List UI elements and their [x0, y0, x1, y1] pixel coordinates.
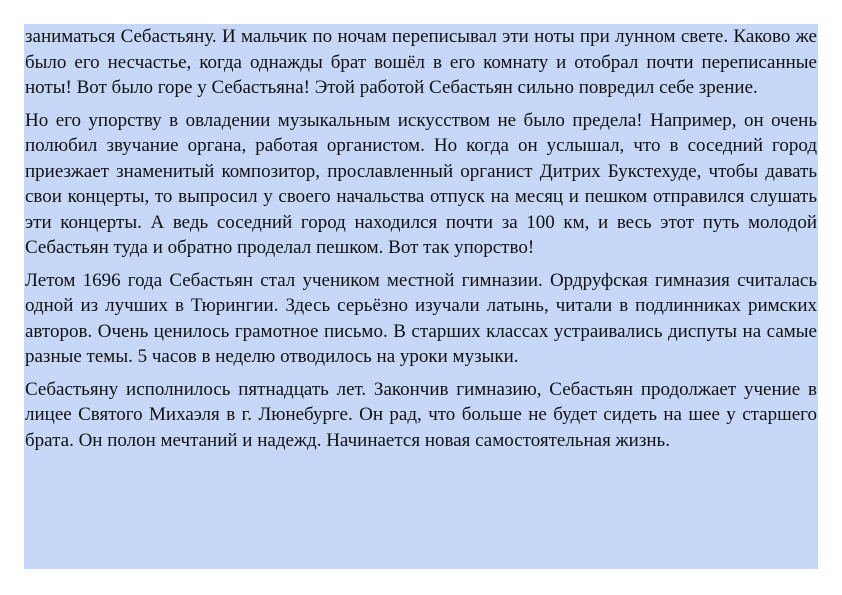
paragraph-1: заниматься Себастьяну. И мальчик по ночам переписывал эти ноты при лунном свете. Каково же было его несчастье, когда однажды брат вошёл в его комнату и отобрал почти переписанные ноты! Вот было горе у Себастьяна! Этой работой Себастьян сильно повредил себе зрение. — [25, 26, 817, 98]
paragraph-2: Но его упорству в овладении музыкальным искусством не было предела! Например, он очень полюбил звучание органа, работая органистом. Но когда он услышал, что в соседний город приезжает знаменитый композитор, прославленный органист Дитрих Букстехуде, чтобы давать свои концерты, то выпросил у своего начальства отпуск на месяц и пешком отправился слушать эти концерты. А ведь соседний город находился почти за 100 км, и весь этот путь молодой Себастьян туда и обратно проделал пешком. Вот так упорство! — [25, 109, 817, 258]
paragraph-3: Летом 1696 года Себастьян стал учеником местной гимназии. Ордруфская гимназия считалась одной из лучших в Тюрингии. Здесь серьёзно изучали латынь, читали в подлинниках римских авторов. Очень ценилось грамотное письмо. В старших классах устраивались диспуты на самые разные темы. 5 часов в неделю отводилось на уроки музыки. — [25, 269, 817, 367]
paragraph-4: Себастьяну исполнилось пятнадцать лет. Закончив гимназию, Себастьян продолжает учение в лицее Святого Михаэля в г. Люнебурге. Он рад, что больше не будет сидеть на шее у старшего брата. Он полон мечтаний и надежд. Начинается новая самостоятельная жизнь. — [25, 378, 817, 451]
text-block — [24, 24, 818, 569]
